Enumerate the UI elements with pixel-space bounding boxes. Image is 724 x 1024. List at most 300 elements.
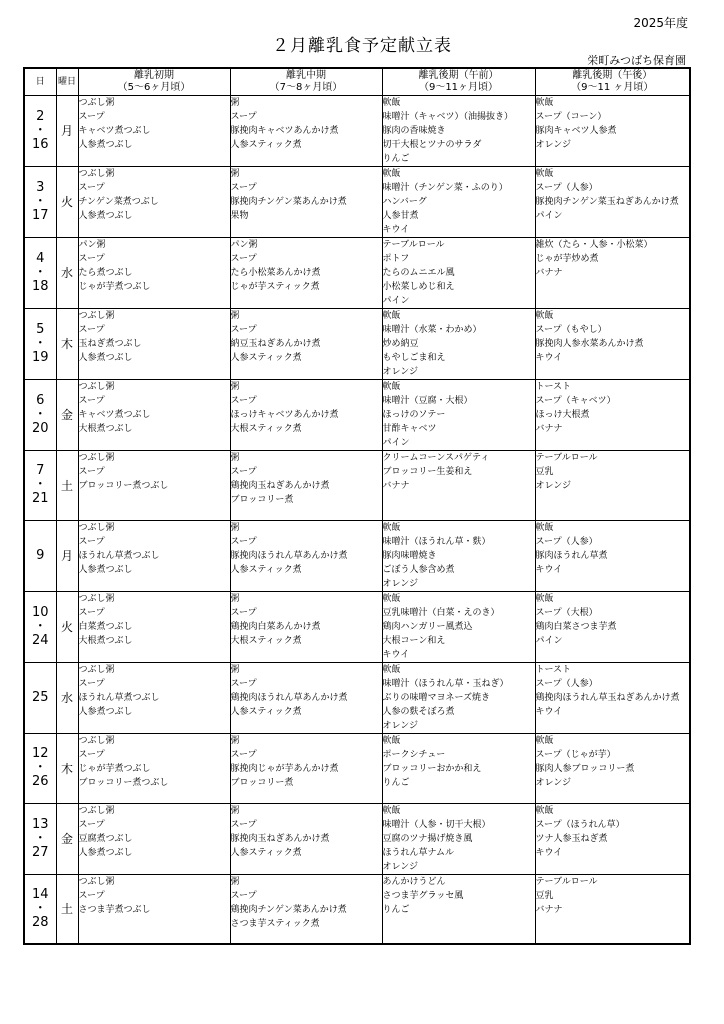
menu-item: 粥 [230, 735, 240, 746]
date-part: 28 [31, 914, 49, 930]
menu-item: 人参スティック煮 [230, 564, 302, 575]
meal-cell-late-am [382, 874, 535, 944]
weekday-cell: 水 [56, 237, 78, 308]
menu-item: スープ [78, 111, 105, 122]
menu-item: スープ（大根） [535, 607, 598, 618]
date-part: 4 [36, 250, 45, 266]
menu-item: じゃが芋スティック煮 [230, 281, 320, 292]
date-cell [24, 733, 56, 803]
menu-item: 味噌汁（豆腐・大根） [382, 395, 473, 406]
meal-cell-middle [230, 662, 382, 733]
menu-item: パイン [382, 437, 410, 448]
menu-item: ブロッコリー生姜和え [382, 466, 473, 477]
date-part: 16 [31, 136, 49, 152]
menu-item: 人参スティック煮 [230, 706, 302, 717]
date-part: ・ [33, 406, 47, 422]
date-part: 2 [36, 108, 45, 124]
menu-item: ツナ人参玉ねぎ煮 [535, 833, 608, 844]
menu-item: つぶし粥 [78, 735, 115, 746]
date-part: ・ [33, 122, 47, 138]
menu-item: キウイ [535, 706, 563, 717]
meal-cell-middle [230, 733, 382, 803]
menu-item: スープ（人参） [535, 182, 598, 193]
menu-item: 人参甘煮 [382, 210, 419, 221]
menu-item: 軟飯 [535, 522, 554, 533]
menu-item: 豆乳味噌汁（白菜・えのき） [382, 607, 500, 618]
menu-item: スープ（コーン） [535, 111, 607, 122]
menu-item: ほっけのソテー [382, 409, 446, 420]
menu-item: テーブルロール [535, 452, 598, 463]
date-cell [24, 520, 56, 591]
meal-cell-late-pm [535, 237, 690, 308]
weekday-cell: 土 [56, 450, 78, 520]
menu-item: 豚肉ほうれん草煮 [535, 550, 608, 561]
menu-item: スープ [78, 395, 105, 406]
menu-item: 人参煮つぶし [78, 210, 133, 221]
meal-cell-late-am [382, 237, 535, 308]
meal-cell-early [78, 662, 230, 733]
date-cell [24, 662, 56, 733]
menu-item: 軟飯 [382, 310, 401, 321]
menu-item: りんご [382, 153, 410, 164]
menu-item: 鶏肉白菜さつま芋煮 [535, 621, 617, 632]
menu-item: テーブルロール [382, 239, 445, 250]
weekday-cell: 金 [56, 803, 78, 874]
menu-item: つぶし粥 [78, 876, 115, 887]
menu-item: 大根コーン和え [382, 635, 446, 646]
menu-item: 粥 [230, 805, 240, 816]
date-part: ・ [33, 335, 47, 351]
date-part: 24 [31, 632, 49, 648]
date-cell [24, 166, 56, 237]
menu-item: 豆乳 [535, 466, 554, 477]
date-part: ・ [33, 618, 47, 634]
header-early: 離乳初期 （5～6ヶ月頃） [78, 68, 230, 95]
menu-item: さつま芋煮つぶし [78, 904, 151, 915]
menu-item: たら小松菜あんかけ煮 [230, 267, 321, 278]
date-cell [24, 450, 56, 520]
date-part: 12 [31, 746, 49, 761]
menu-item: 大根スティック煮 [230, 423, 302, 434]
menu-item: キウイ [382, 224, 410, 235]
menu-item: つぶし粥 [78, 452, 115, 463]
meal-cell-early [78, 166, 230, 237]
menu-item: 鶏挽肉ほうれん草玉ねぎあんかけ煮 [535, 692, 680, 703]
date-part: 18 [31, 278, 49, 294]
menu-item: ほうれん草ナムル [382, 847, 455, 858]
meal-cell-early [78, 803, 230, 874]
school-name: 栄町みつばち保育園 [587, 54, 686, 67]
menu-item: じゃが芋煮つぶし [78, 281, 151, 292]
weekday-cell: 水 [56, 662, 78, 733]
menu-item: つぶし粥 [78, 168, 115, 179]
meal-cell-late-pm [535, 520, 690, 591]
menu-item: スープ [78, 466, 105, 477]
date-part: 20 [31, 420, 49, 436]
table-row [24, 95, 690, 166]
menu-item: 軟飯 [535, 168, 554, 179]
date-cell [24, 95, 56, 166]
menu-item: ほうれん草煮つぶし [78, 692, 160, 703]
menu-item: 粥 [230, 593, 240, 604]
menu-item: 鶏挽肉ほうれん草あんかけ煮 [230, 692, 348, 703]
menu-item: 粥 [230, 452, 240, 463]
menu-item: 豚挽肉じゃが芋あんかけ煮 [230, 763, 339, 774]
table-row [24, 733, 690, 803]
menu-item: スープ [78, 607, 105, 618]
menu-item: キウイ [535, 847, 563, 858]
menu-item: 粥 [230, 664, 240, 675]
menu-item: 豆乳 [535, 890, 554, 901]
menu-item: スープ [78, 890, 105, 901]
menu-item: 軟飯 [535, 593, 554, 604]
menu-item: スープ [230, 607, 257, 618]
menu-item: 人参の麩そぼろ煮 [382, 706, 455, 717]
menu-item: つぶし粥 [78, 593, 115, 604]
weekday-cell: 木 [56, 733, 78, 803]
meal-cell-early [78, 237, 230, 308]
table-row [24, 308, 690, 379]
menu-item: 豚肉キャベツ人参煮 [535, 125, 617, 136]
menu-item: 軟飯 [382, 664, 401, 675]
meal-cell-middle [230, 237, 382, 308]
meal-cell-late-am [382, 520, 535, 591]
date-part: 13 [31, 816, 49, 832]
menu-item: トースト [535, 381, 572, 392]
menu-item: もやしごま和え [382, 352, 446, 363]
menu-item: 軟飯 [382, 168, 401, 179]
menu-item: ほうれん草煮つぶし [78, 550, 160, 561]
menu-item: スープ [230, 819, 257, 830]
date-part: 6 [36, 392, 45, 408]
menu-item: ポークシチュー [382, 749, 446, 760]
menu-item: スープ [230, 890, 257, 901]
weekday-cell: 月 [56, 520, 78, 591]
table-row [24, 591, 690, 662]
menu-item: じゃが芋煮つぶし [78, 763, 151, 774]
meal-cell-middle [230, 591, 382, 662]
menu-item: ぶりの味噌マヨネーズ焼き [382, 692, 491, 703]
date-cell [24, 379, 56, 450]
date-cell [24, 308, 56, 379]
menu-item: ブロッコリーおかか和え [382, 763, 482, 774]
meal-cell-late-am [382, 308, 535, 379]
menu-item: さつま芋スティック煮 [230, 918, 320, 929]
menu-item: りんご [382, 777, 410, 788]
menu-item: 粥 [230, 522, 240, 533]
meal-cell-late-pm [535, 803, 690, 874]
weekday-cell: 木 [56, 308, 78, 379]
weekday-cell: 火 [56, 166, 78, 237]
table-row [24, 803, 690, 874]
menu-item: 豚肉人参ブロッコリー煮 [535, 763, 635, 774]
table-row [24, 237, 690, 308]
date-part: 9 [36, 547, 45, 563]
meal-cell-late-pm [535, 166, 690, 237]
menu-item: 豚挽肉キャベツあんかけ煮 [230, 125, 339, 136]
menu-item: 豚挽肉ほうれん草あんかけ煮 [230, 550, 348, 561]
meal-cell-late-am [382, 166, 535, 237]
menu-item: バナナ [535, 267, 563, 278]
menu-item: スープ [230, 536, 257, 547]
meal-cell-middle [230, 520, 382, 591]
table-row [24, 662, 690, 733]
menu-item: パン粥 [78, 239, 106, 250]
menu-item: たらのムニエル風 [382, 267, 455, 278]
date-part: 19 [31, 349, 49, 365]
meal-cell-late-pm [535, 379, 690, 450]
menu-item: スープ [78, 678, 105, 689]
date-cell [24, 237, 56, 308]
date-part: 21 [31, 491, 49, 506]
meal-cell-early [78, 450, 230, 520]
menu-item: 豆腐煮つぶし [78, 833, 133, 844]
menu-item: キウイ [535, 564, 563, 575]
meal-cell-middle [230, 95, 382, 166]
meal-cell-late-am [382, 662, 535, 733]
menu-item: ブロッコリー煮つぶし [78, 777, 169, 788]
menu-item: 軟飯 [535, 735, 554, 746]
header-day: 日 [24, 68, 56, 95]
menu-item: つぶし粥 [78, 310, 115, 321]
menu-item: さつま芋グラッセ風 [382, 890, 464, 901]
menu-item: クリームコーンスパゲティ [382, 452, 490, 463]
menu-item: スープ [230, 253, 257, 264]
menu-body [24, 95, 690, 944]
menu-item: 鶏挽肉玉ねぎあんかけ煮 [230, 480, 330, 491]
menu-item: つぶし粥 [78, 97, 115, 108]
menu-item: キウイ [382, 649, 410, 660]
menu-item: 鶏挽肉白菜あんかけ煮 [230, 621, 321, 632]
meal-cell-early [78, 591, 230, 662]
menu-item: 人参煮つぶし [78, 352, 133, 363]
menu-item: スープ [230, 749, 257, 760]
menu-item: 人参スティック煮 [230, 847, 302, 858]
menu-item: ごぼう人参含め煮 [382, 564, 455, 575]
menu-item: スープ [230, 678, 257, 689]
menu-item: 軟飯 [382, 381, 401, 392]
menu-item: じゃが芋炒め煮 [535, 253, 599, 264]
meal-cell-early [78, 733, 230, 803]
menu-item: スープ [230, 111, 257, 122]
menu-item: 味噌汁（人参・切干大根） [382, 819, 491, 830]
meal-cell-late-pm [535, 662, 690, 733]
menu-item: 豚挽肉チンゲン菜玉ねぎあんかけ煮 [535, 196, 679, 207]
menu-item: 人参スティック煮 [230, 352, 302, 363]
fiscal-year: 2025年度 [633, 16, 688, 30]
date-part: ・ [33, 900, 47, 916]
menu-item: つぶし粥 [78, 522, 115, 533]
date-part: ・ [33, 193, 47, 209]
menu-item: 鶏肉ハンガリー風煮込 [382, 621, 473, 632]
meal-cell-late-am [382, 733, 535, 803]
date-part: 3 [36, 179, 45, 195]
menu-item: 軟飯 [535, 97, 554, 108]
menu-item: スープ [78, 182, 105, 193]
menu-item: 炒め納豆 [382, 338, 419, 349]
meal-cell-late-am [382, 95, 535, 166]
date-cell [24, 803, 56, 874]
meal-cell-middle [230, 450, 382, 520]
menu-item: スープ（キャベツ） [535, 395, 616, 406]
meal-cell-middle [230, 166, 382, 237]
menu-item: ほっけ大根煮 [535, 409, 590, 420]
meal-cell-late-pm [535, 308, 690, 379]
menu-item: 味噌汁（ほうれん草・玉ねぎ） [382, 678, 509, 689]
menu-item: テーブルロール [535, 876, 598, 887]
meal-cell-late-am [382, 591, 535, 662]
meal-cell-early [78, 520, 230, 591]
menu-item: りんご [382, 904, 410, 915]
menu-item: ほっけキャベツあんかけ煮 [230, 409, 339, 420]
menu-item: バナナ [535, 423, 563, 434]
menu-item: 大根煮つぶし [78, 423, 133, 434]
menu-item: 味噌汁（チンゲン菜・ふのり） [382, 182, 508, 193]
menu-item: 軟飯 [382, 522, 401, 533]
header-middle: 離乳中期 （7～8ヶ月頃） [230, 68, 382, 95]
meal-cell-late-pm [535, 733, 690, 803]
menu-item: 果物 [230, 210, 249, 221]
menu-item: 人参スティック煮 [230, 139, 302, 150]
menu-item: トースト [535, 664, 572, 675]
menu-item: キャベツ煮つぶし [78, 409, 151, 420]
date-part: 25 [31, 689, 49, 705]
table-header-row [24, 68, 690, 95]
table-row [24, 520, 690, 591]
menu-item: 味噌汁（キャベツ）（油揚抜き） [382, 111, 514, 122]
menu-item: 人参煮つぶし [78, 847, 133, 858]
menu-item: 人参煮つぶし [78, 706, 133, 717]
date-part: 10 [31, 604, 49, 620]
table-row [24, 874, 690, 944]
menu-item: オレンジ [535, 139, 572, 150]
date-part: ・ [33, 477, 47, 492]
meal-cell-late-am [382, 379, 535, 450]
menu-item: 人参煮つぶし [78, 564, 133, 575]
menu-item: 雑炊（たら・人参・小松菜） [535, 239, 653, 250]
menu-item: 軟飯 [382, 735, 401, 746]
menu-item: 粥 [230, 310, 240, 321]
menu-item: 豚挽肉玉ねぎあんかけ煮 [230, 833, 330, 844]
menu-item: 切干大根とツナのサラダ [382, 139, 482, 150]
menu-item: 小松菜しめじ和え [382, 281, 455, 292]
date-cell [24, 591, 56, 662]
menu-item: 粥 [230, 381, 240, 392]
meal-cell-late-pm [535, 450, 690, 520]
menu-item: オレンジ [382, 861, 419, 872]
menu-item: パイン [382, 295, 410, 306]
header-late-pm: 離乳後期（午後） （9～11 ヶ月頃） [535, 68, 690, 95]
meal-cell-late-am [382, 450, 535, 520]
menu-item: バナナ [382, 480, 410, 491]
table-row [24, 379, 690, 450]
menu-item: スープ [230, 182, 257, 193]
menu-item: スープ [78, 253, 105, 264]
menu-item: 玉ねぎ煮つぶし [78, 338, 142, 349]
weekday-cell: 月 [56, 95, 78, 166]
menu-item: ブロッコリー煮 [230, 494, 294, 505]
menu-item: 鶏挽肉チンゲン菜あんかけ煮 [230, 904, 347, 915]
menu-item: 粥 [230, 168, 240, 179]
meal-cell-middle [230, 379, 382, 450]
menu-item: 甘酢キャベツ [382, 423, 437, 434]
menu-item: スープ [78, 324, 105, 335]
meal-cell-early [78, 379, 230, 450]
menu-item: ハンバーグ [382, 196, 427, 207]
date-part: 7 [36, 463, 45, 478]
menu-table [23, 67, 691, 945]
date-part: ・ [33, 760, 47, 775]
meal-cell-middle [230, 803, 382, 874]
weekday-cell: 火 [56, 591, 78, 662]
menu-item: 大根スティック煮 [230, 635, 302, 646]
menu-item: スープ（人参） [535, 678, 598, 689]
menu-item: 味噌汁（ほうれん草・麩） [382, 536, 491, 547]
menu-item: 豚挽肉人参水菜あんかけ煮 [535, 338, 644, 349]
date-part: 26 [31, 774, 49, 789]
table-row [24, 450, 690, 520]
menu-item: スープ [230, 466, 257, 477]
date-part: ・ [33, 830, 47, 846]
meal-cell-late-am [382, 803, 535, 874]
menu-item: あんかけうどん [382, 876, 446, 887]
header-late-am: 離乳後期（午前） （9～11ヶ月頃） [382, 68, 535, 95]
menu-item: キウイ [535, 352, 563, 363]
menu-item: パイン [535, 210, 563, 221]
menu-item: 豚肉味噌焼き [382, 550, 437, 561]
menu-item: オレンジ [382, 578, 419, 589]
menu-item: スープ（じゃが芋） [535, 749, 616, 760]
menu-item: たら煮つぶし [78, 267, 133, 278]
menu-item: スープ（人参） [535, 536, 598, 547]
date-part: 5 [36, 321, 45, 337]
menu-item: 軟飯 [535, 805, 554, 816]
meal-cell-middle [230, 874, 382, 944]
menu-item: チンゲン菜煮つぶし [78, 196, 159, 207]
menu-item: 軟飯 [382, 593, 401, 604]
menu-item: スープ（もやし） [535, 324, 607, 335]
meal-cell-late-pm [535, 591, 690, 662]
meal-cell-late-pm [535, 874, 690, 944]
menu-item: パイン [535, 635, 563, 646]
menu-item: 人参煮つぶし [78, 139, 133, 150]
menu-item: オレンジ [535, 777, 572, 788]
meal-cell-early [78, 308, 230, 379]
date-part: 17 [31, 207, 49, 223]
meal-cell-early [78, 95, 230, 166]
menu-item: ブロッコリー煮 [230, 777, 294, 788]
header-weekday: 曜日 [56, 68, 78, 95]
menu-item: スープ [78, 819, 105, 830]
menu-item: スープ [230, 324, 257, 335]
menu-item: ブロッコリー煮つぶし [78, 480, 169, 491]
menu-item: スープ（ほうれん草） [535, 819, 625, 830]
menu-item: 軟飯 [382, 805, 401, 816]
menu-item: 大根煮つぶし [78, 635, 133, 646]
menu-item: スープ [78, 536, 105, 547]
date-part: ・ [33, 264, 47, 280]
menu-item: パン粥 [230, 239, 258, 250]
menu-item: スープ [78, 749, 105, 760]
menu-item: つぶし粥 [78, 805, 115, 816]
menu-item: スープ [230, 395, 257, 406]
menu-item: つぶし粥 [78, 381, 115, 392]
menu-item: 白菜煮つぶし [78, 621, 133, 632]
menu-item: 粥 [230, 876, 240, 887]
meal-cell-middle [230, 308, 382, 379]
menu-item: キャベツ煮つぶし [78, 125, 151, 136]
weekday-cell: 金 [56, 379, 78, 450]
